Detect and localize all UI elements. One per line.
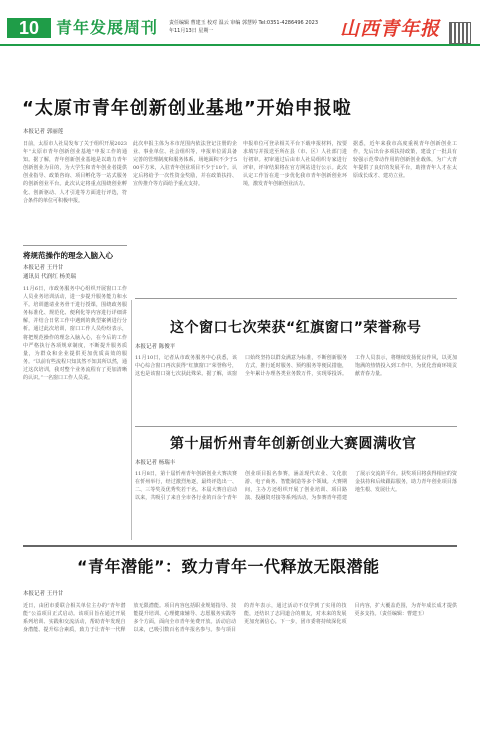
- lead-body-col1: 日前，太原市人社局发布了关于组织开展2023年“太原市青年创新创业基地”申报工作的通知。据了解，青年创新创业基地是以助力青年创新创业为目的，为大学生和青年创业者提供创业指导、政策咨询、项目孵化等一站式服务的创新创业平台。此次认定将重点围绕创业孵化、创新驱动、人才引进等方面进行评选，符合条件的单位可积极申报。: [23, 141, 127, 204]
- sub-byline-b: 通讯员 代润红 杨美瑞: [23, 274, 76, 280]
- lead-body-col2: 此次申报主体为本市范围内依法登记注册的企业、事业单位、社会组织等，申报单位需具备完善的管理制度和服务体系，场地面积不少于500平方米，入驻青年创业项目不少于10个。认定后将给予一次性资金奖励，并在政策扶持、宣传推介等方面给予重点支持。: [133, 141, 237, 188]
- potential-headline: “青年潜能”：致力青年一代释放无限潜能: [77, 557, 380, 576]
- divider: [135, 298, 457, 299]
- page-number: 10: [7, 18, 51, 38]
- potential-byline: 本报记者 王丹甘: [23, 591, 64, 597]
- potential-body: 近日，由团市委联合相关单位主办的“青年潜能”公益项目正式启动。该项目旨在通过开展系列培训、实践和交流活动，帮助青年发现自身潜能、提升综合素质，致力于让青年一代释放无限潜能。项目内容包括职业规划指导、技能提升培训、心理健康辅导、志愿服务实践等多个方面，面向全市青年免费开放。活动启动以来，已吸引数百名青年报名参与。参与项目的青年表示，通过活动不仅学到了实用的技能，还结识了志同道合的朋友，对未来的发展更加充满信心。下一步，团市委将持续深化项目内容，扩大覆盖范围，为青年成长成才提供更多支持。（责任编辑：曹建玉）: [23, 603, 457, 634]
- masthead-rule: [0, 44, 480, 46]
- newspaper-logo: 山西青年报: [340, 18, 441, 40]
- divider: [23, 545, 457, 547]
- column-divider: [131, 300, 132, 540]
- qr-code-icon: [449, 22, 471, 44]
- win-headline: 这个窗口七次荣获“红旗窗口”荣誉称号: [170, 320, 422, 336]
- lead-headline: “太原市青年创新创业基地”开始申报啦: [22, 98, 352, 119]
- contest-body: 11月8日，第十届忻州青年创新创业大赛决赛在忻州举行，经过激烈角逐，最终评选出一、二、三等奖及优秀奖若干名。本届大赛自启动以来，共吸引了来自全市各行业的百余个青年创业项目报名参赛，涵盖现代农业、文化旅游、电子商务、智能制造等多个领域。大赛期间，主办方还组织开展了创业培训、项目路演、投融资对接等系列活动，为参赛青年搭建了展示交流的平台。获奖项目将获得相应的资金扶持和后续跟踪服务，助力青年创业项目落地生根、发展壮大。: [135, 471, 457, 502]
- win-body: 11月10日，记者从市政务服务中心获悉，该中心综合窗口再次获得“红旗窗口”荣誉称号，这也是该窗口第七次获此殊荣。据了解，该窗口始终坚持以群众满意为标准，不断创新服务方式，推行延时服务、预约服务等便民措施，全年累计办理各类业务数万件，实现零投诉。工作人员表示，将继续发扬优良作风，以更加饱满的热情投入到工作中，为优化营商环境贡献青春力量。: [135, 355, 457, 378]
- lead-byline: 本报记者 郭丽莲: [23, 129, 64, 135]
- win-byline: 本报记者 陈俊平: [135, 344, 176, 350]
- divider: [135, 426, 457, 427]
- contest-headline: 第十届忻州青年创新创业大赛圆满收官: [170, 436, 417, 452]
- edition-info: 责任编辑 曹建玉 校对 温云 审编 郭慧婷 Tel:0351-4286496 2023年11月13日 星期一: [169, 20, 319, 34]
- divider: [23, 245, 127, 246]
- lead-body-col4: 据悉，近年来我市高度重视青年创新创业工作，先后出台多项扶持政策，建设了一批具有较强示范带动作用的创新创业载体，为广大青年提供了良好的发展平台，助推青年人才在太原成长成才、建功立业。: [353, 141, 457, 180]
- section-title: 青年发展周刊: [56, 18, 159, 37]
- lead-body-col3: 申报单位可登录相关平台下载申报材料，按要求填写并报送至所在县（市、区）人社部门进行初审。初审通过后由市人社局组织专家进行评审，评审结果将在官方网站进行公示。此次认定工作旨在进一步优化我市青年创新创业环境，激发青年创新创业活力。: [243, 141, 347, 188]
- sub-headline: 将规范操作的理念入脑入心: [23, 251, 113, 260]
- contest-byline: 本报记者 杨瑞丰: [135, 460, 176, 466]
- sub-body: 11月6日，市政务服务中心组织开展窗口工作人员业务培训活动，进一步提升服务能力和水平。培训邀请业务骨干进行授课，围绕政务服务标准化、规范化、便利化等内容进行详细讲解，并结合日常工作中遇到的典型案例进行分析。通过此次培训，窗口工作人员纷纷表示，将把规范操作的理念入脑入心，在今后的工作中严格执行各项规章制度，不断提升服务质量，为群众和企业提供更加优质高效的服务。“以前有些流程只知其然不知其所以然，通过这次培训，我对整个业务流程有了更加清晰的认识。”一名窗口工作人员说。: [23, 286, 127, 382]
- sub-byline-a: 本报记者 王丹甘: [23, 265, 64, 271]
